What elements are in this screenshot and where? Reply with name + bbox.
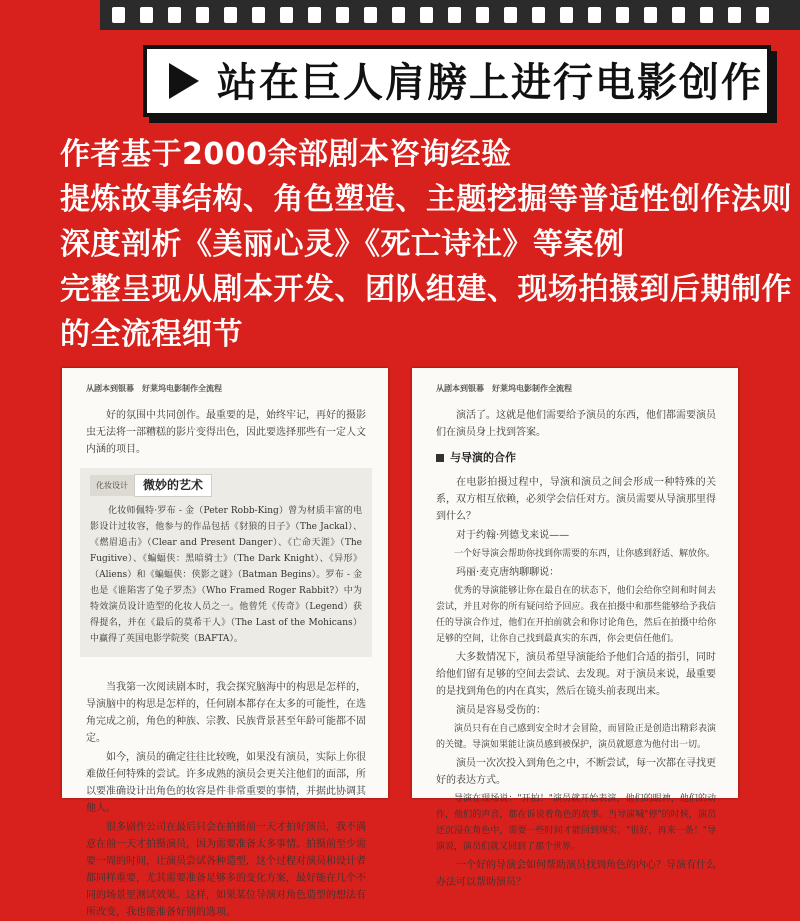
book-page-right xyxy=(412,368,738,888)
page-paragraph: 当我第一次阅读剧本时，我会探究脑海中的构思是怎样的，导演脑中的构思是怎样的，任何剧本都存在太多的可能性，在选角完成之前，角色的种族、宗教、民族背景甚至年龄可能都不固定。 xyxy=(86,682,366,744)
page-paragraph: 演员是容易受伤的： xyxy=(456,705,546,716)
sidebar-title: 微妙的艺术 xyxy=(134,474,212,497)
page-paragraph: 大多数情况下，演员希望导演能给予他们合适的指引，同时给他们留有足够的空间去尝试、去发现。对于演员来说，最重要的是找到角色的内在真实，然后在镜头前表现出来。 xyxy=(436,652,716,697)
feature-line: 的全流程细节 xyxy=(60,317,243,352)
film-hole-icon xyxy=(224,7,237,23)
page-paragraph: 很多剧作公司在最后只会在拍摄前一天才拍好演员，我不满意在前一天才拍摄演员，因为需要准备太多事情。拍摄前至少需要一周的时间，让演员尝试各种造型，这个过程对演员和设计者都同样重要，尤其需要准备足够多的变化方案，最好能在几个不同的场景里测试效果。这样，如果某位导演对角色造型的想法有所改变，我也能准备好别的选项。 xyxy=(86,822,366,918)
page-paragraph: 如今，演员的确定往往比较晚，如果没有演员，实际上你很难做任何特殊的尝试。许多成熟的演员会更关注他们的面部，所以要准确设计出角色的妆容是件非常重要的事情，并据此协调其他人。 xyxy=(86,752,366,814)
film-hole-icon xyxy=(588,7,601,23)
film-hole-icon xyxy=(560,7,573,23)
film-hole-icon xyxy=(168,7,181,23)
page-paragraph: 演员一次次投入到角色之中，不断尝试，每一次都在寻找更好的表达方式。 xyxy=(436,758,716,786)
film-hole-icon xyxy=(308,7,321,23)
running-head: 从剧本到银幕 好莱坞电影制作全流程 xyxy=(86,383,222,393)
film-hole-icon xyxy=(448,7,461,23)
page-paragraph: 一个好的导演会如何帮助演员找到角色的内心？导演有什么办法可以帮助演员？ xyxy=(436,860,716,888)
sidebar-label: 化妆设计 xyxy=(90,475,134,496)
quote-paragraph: 演员只有在自己感到安全时才会冒险，而冒险正是创造出精彩表演的关键。导演如果能让演员感到被保护，演员就愿意为他付出一切。 xyxy=(436,724,716,750)
page-paragraph: 演活了。这就是他们需要给予演员的东西，他们都需要演员们在演员身上找到答案。 xyxy=(436,410,716,438)
film-hole-icon xyxy=(672,7,685,23)
page-paragraph: 对于约翰·列德戈来说—— xyxy=(456,530,570,541)
film-hole-icon xyxy=(252,7,265,23)
film-hole-icon xyxy=(112,7,125,23)
title-banner xyxy=(143,45,771,117)
film-hole-icon xyxy=(504,7,517,23)
film-hole-icon xyxy=(728,7,741,23)
feature-list xyxy=(60,132,792,357)
film-hole-icon xyxy=(196,7,209,23)
feature-line: 深度剖析《美丽心灵》《死亡诗社》等案例 xyxy=(60,227,625,262)
quote-paragraph: 优秀的导演能够让你在最自在的状态下，他们会给你空间和时间去尝试，并且对你的所有疑问给予回应。我在拍摄中和那些能够给予我信任的导演合作过，他们在开拍前就会和你讨论角色，然后在拍摄中给你足够的空间，让你自己找到最真实的东西，你会更信任他们。 xyxy=(436,586,716,644)
film-hole-icon xyxy=(616,7,629,23)
square-bullet-icon xyxy=(436,454,444,462)
page-title: 站在巨人肩膀上进行电影创作 xyxy=(217,60,763,106)
section-title: 与导演的合作 xyxy=(450,451,516,464)
feature-line: 完整呈现从剧本开发、团队组建、现场拍摄到后期制作 xyxy=(60,272,792,307)
sidebar-box xyxy=(80,468,372,657)
film-hole-icon xyxy=(392,7,405,23)
film-hole-icon xyxy=(336,7,349,23)
film-hole-icon xyxy=(420,7,433,23)
page-paragraph: 好的氛围中共同创作。最重要的是，始终牢记，再好的摄影虫无法将一部糟糕的影片变得出色，因此要选择那些有一定人文内涵的项目。 xyxy=(86,410,366,455)
film-hole-icon xyxy=(756,7,769,23)
running-head: 从剧本到银幕 好莱坞电影制作全流程 xyxy=(436,383,572,393)
film-strip-decoration xyxy=(100,0,800,30)
film-hole-icon xyxy=(140,7,153,23)
sidebar-body: 化妆师佩特·罗布 - 金（Peter Robb-King）曾为材质丰富的电影设计过妆容，他参与的作品包括《豺狼的日子》（The Jackal）、《燃眉追击》（Clear and Present Danger）、《亡命天涯》（The Fugitive）、《蝙蝠侠：黑暗骑士》（The Dark Knight）、《异形》（Aliens）和《蝙蝠侠：侠影之谜》（Batman Begins）。罗布 - 金也是《谁陷害了兔子罗杰》（Who Framed Roger Rabbit?）中为特效演员设计造型的化妆人员之一。他曾凭《传奇》（Legend）获得提名，并在《最后的莫希干人》（The Last of the Mohicans）中赢得了英国电影学院奖（BAFTA）。 xyxy=(90,506,362,644)
film-hole-icon xyxy=(364,7,377,23)
page-paragraph: 在电影拍摄过程中，导演和演员之间会形成一种特殊的关系，双方相互依赖，必须学会信任对方。演员需要从导演那里得到什么？ xyxy=(436,477,716,522)
sidebar-header xyxy=(90,474,362,497)
page-paragraph: 玛丽·麦克唐纳聊聊说： xyxy=(456,567,560,578)
film-hole-icon xyxy=(476,7,489,23)
film-hole-icon xyxy=(280,7,293,23)
play-triangle-icon xyxy=(169,63,199,99)
feature-line: 作者基于2000余部剧本咨询经验 xyxy=(60,137,512,172)
film-hole-icon xyxy=(700,7,713,23)
quote-paragraph: 一个好导演会帮助你找到你需要的东西，让你感到舒适、解放你。 xyxy=(454,549,716,559)
section-heading xyxy=(436,449,716,466)
feature-line: 提炼故事结构、角色塑造、主题挖掘等普适性创作法则 xyxy=(60,182,792,217)
book-page-left xyxy=(62,368,388,918)
quote-paragraph: 导演在现场说："开拍！"演员就开始表演，他们的眼神，他们的动作，他们的声音，都在诉说着角色的故事。当导演喊"停"的时候，演员还沉浸在角色中，需要一些时间才能回到现实。"很好，再来一条！"导演说，演员们就又回到了那个世界。 xyxy=(436,794,716,852)
film-hole-icon xyxy=(532,7,545,23)
film-hole-icon xyxy=(644,7,657,23)
